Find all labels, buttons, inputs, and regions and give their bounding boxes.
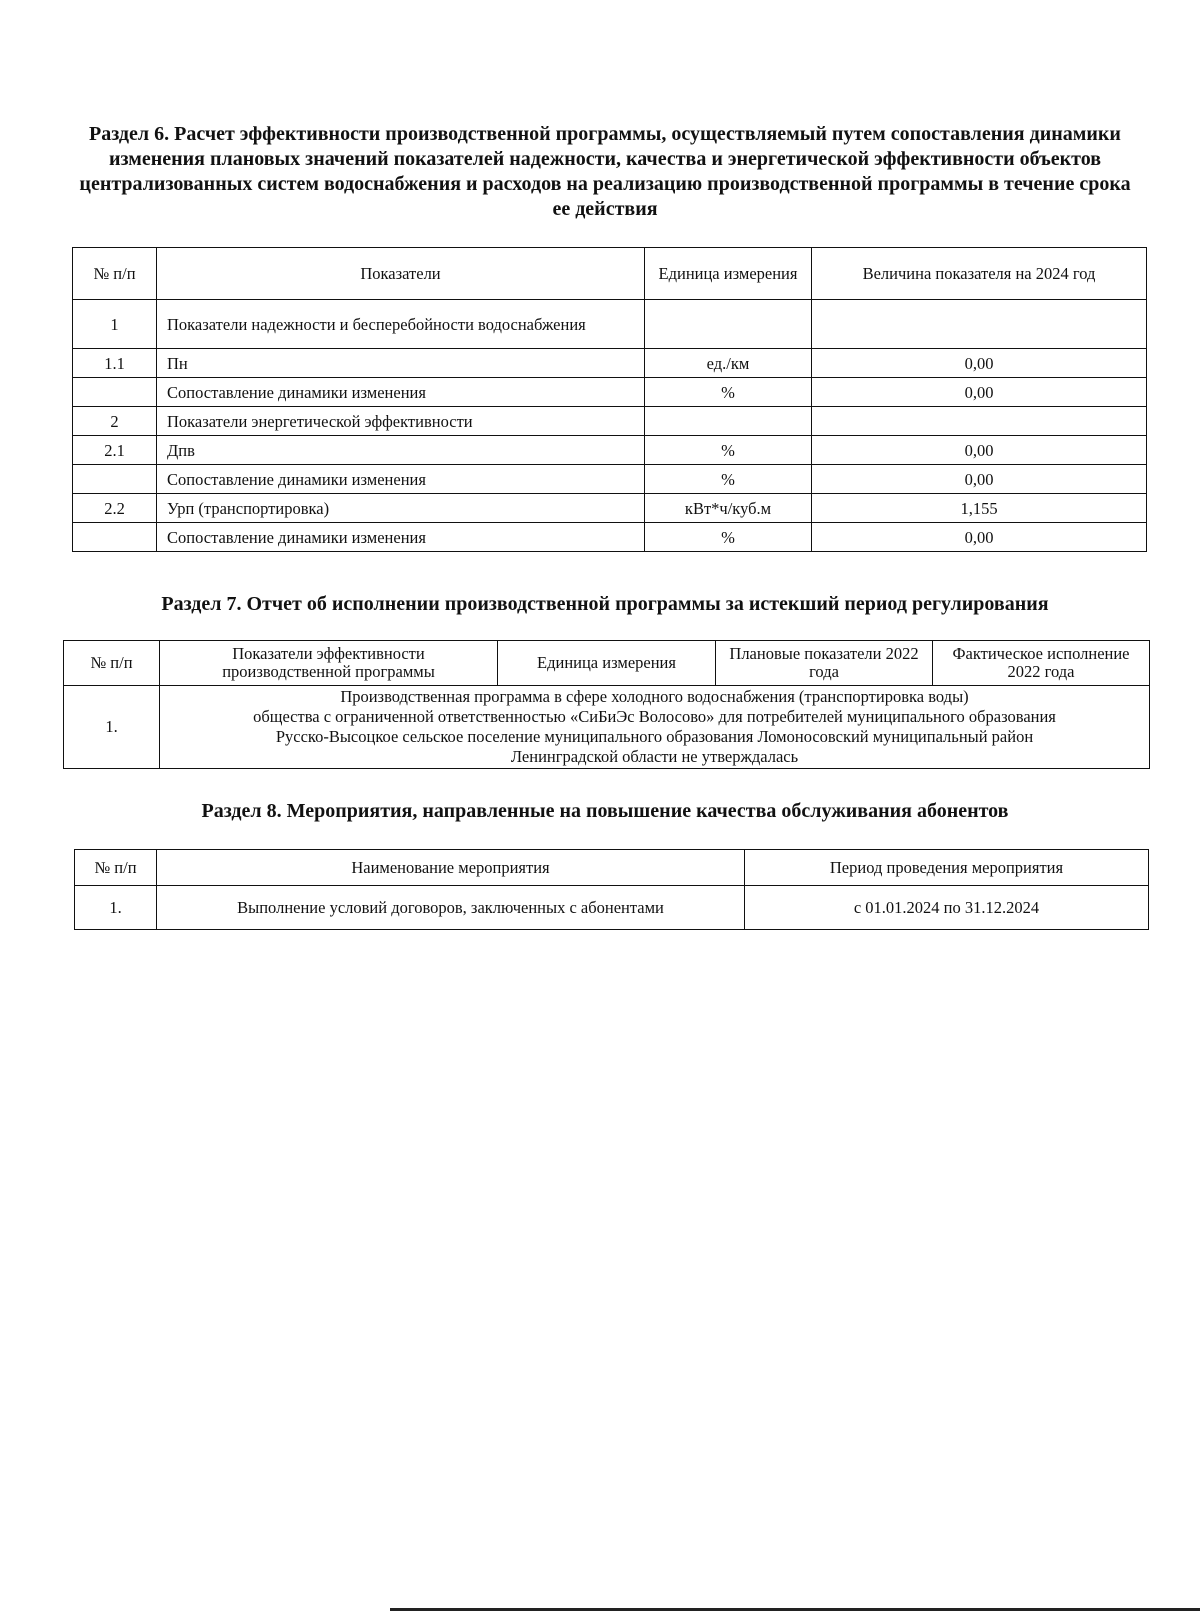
header-unit: Единица измерения [645, 248, 812, 300]
row-value: 0,00 [812, 436, 1147, 465]
row-num: 2.1 [73, 436, 157, 465]
row-unit [645, 300, 812, 349]
table-row [73, 349, 1147, 378]
section-8-table [74, 849, 1149, 930]
header-num: № п/п [64, 641, 160, 686]
row-num [73, 523, 157, 552]
header-actual-2022: Фактическое исполнение 2022 года [933, 641, 1150, 686]
section-6-table [72, 247, 1147, 552]
row-unit: % [645, 436, 812, 465]
program-note-line: общества с ограниченной ответственностью «СиБиЭс Волосово» для потребителей муниципального образования [253, 707, 1056, 726]
header-planned-2022: Плановые показатели 2022 года [716, 641, 933, 686]
section-8-title: Раздел 8. Мероприятия, направленные на повышение качества обслуживания абонентов [201, 800, 1009, 822]
row-value: 1,155 [812, 494, 1147, 523]
header-period: Период проведения мероприятия [745, 850, 1149, 886]
table-row [73, 465, 1147, 494]
row-unit: % [645, 523, 812, 552]
table-row [73, 523, 1147, 552]
row-num: 1.1 [73, 349, 157, 378]
row-unit: % [645, 465, 812, 494]
section-6-title: Раздел 6. Расчет эффективности производственной программы, осуществляемый путем сопоставления динамики изменения плановых значений показателей надежности, качества и энергетической эффективности объектов централизованных систем водоснабжения и расходов на реализацию производственной программы в течение срока ее действия [79, 123, 1131, 220]
table-header-row [73, 248, 1147, 300]
table-header-row [64, 641, 1150, 686]
row-period: с 01.01.2024 по 31.12.2024 [745, 886, 1149, 930]
row-activity-name: Выполнение условий договоров, заключенных с абонентами [157, 886, 745, 930]
table-row [73, 300, 1147, 349]
row-name: Пн [157, 349, 645, 378]
program-note-line: Производственная программа в сфере холодного водоснабжения (транспортировка воды) [340, 687, 969, 706]
table-row [75, 886, 1149, 930]
program-note-line: Русско-Высоцкое сельское поселение муниципального образования Ломоносовский муниципальный район [275, 727, 1034, 746]
row-unit: ед./км [645, 349, 812, 378]
header-unit: Единица измерения [498, 641, 716, 686]
row-value: 0,00 [812, 465, 1147, 494]
section-7-title: Раздел 7. Отчет об исполнении производственной программы за истекший период регулирования [161, 593, 1049, 615]
row-unit [645, 407, 812, 436]
table-row [73, 407, 1147, 436]
row-num: 1. [75, 886, 157, 930]
page-bottom-rule [390, 1608, 1200, 1611]
table-row [73, 436, 1147, 465]
header-num: № п/п [73, 248, 157, 300]
row-num: 1. [64, 686, 160, 769]
header-indicators: Показатели [157, 248, 645, 300]
row-unit: кВт*ч/куб.м [645, 494, 812, 523]
header-activity-name: Наименование мероприятия [157, 850, 745, 886]
row-name: Дпв [157, 436, 645, 465]
section-7-table [63, 640, 1150, 769]
row-value [812, 407, 1147, 436]
row-name: Сопоставление динамики изменения [157, 378, 645, 407]
row-name: Сопоставление динамики изменения [157, 523, 645, 552]
row-value: 0,00 [812, 349, 1147, 378]
table-row [73, 494, 1147, 523]
table-header-row [75, 850, 1149, 886]
row-value [812, 300, 1147, 349]
table-row [64, 686, 1150, 769]
header-value-2024: Величина показателя на 2024 год [812, 248, 1147, 300]
header-num: № п/п [75, 850, 157, 886]
header-indicators: Показатели эффективности производственной программы [160, 641, 498, 686]
row-num: 1 [73, 300, 157, 349]
row-num [73, 465, 157, 494]
row-name: Показатели энергетической эффективности [157, 407, 645, 436]
row-num: 2 [73, 407, 157, 436]
row-unit: % [645, 378, 812, 407]
row-value: 0,00 [812, 523, 1147, 552]
row-name: Сопоставление динамики изменения [157, 465, 645, 494]
program-note [160, 686, 1150, 769]
row-name: Урп (транспортировка) [157, 494, 645, 523]
table-row [73, 378, 1147, 407]
row-num: 2.2 [73, 494, 157, 523]
row-name: Показатели надежности и бесперебойности водоснабжения [157, 300, 645, 349]
program-note-line: Ленинградской области не утверждалась [510, 747, 799, 766]
row-value: 0,00 [812, 378, 1147, 407]
row-num [73, 378, 157, 407]
